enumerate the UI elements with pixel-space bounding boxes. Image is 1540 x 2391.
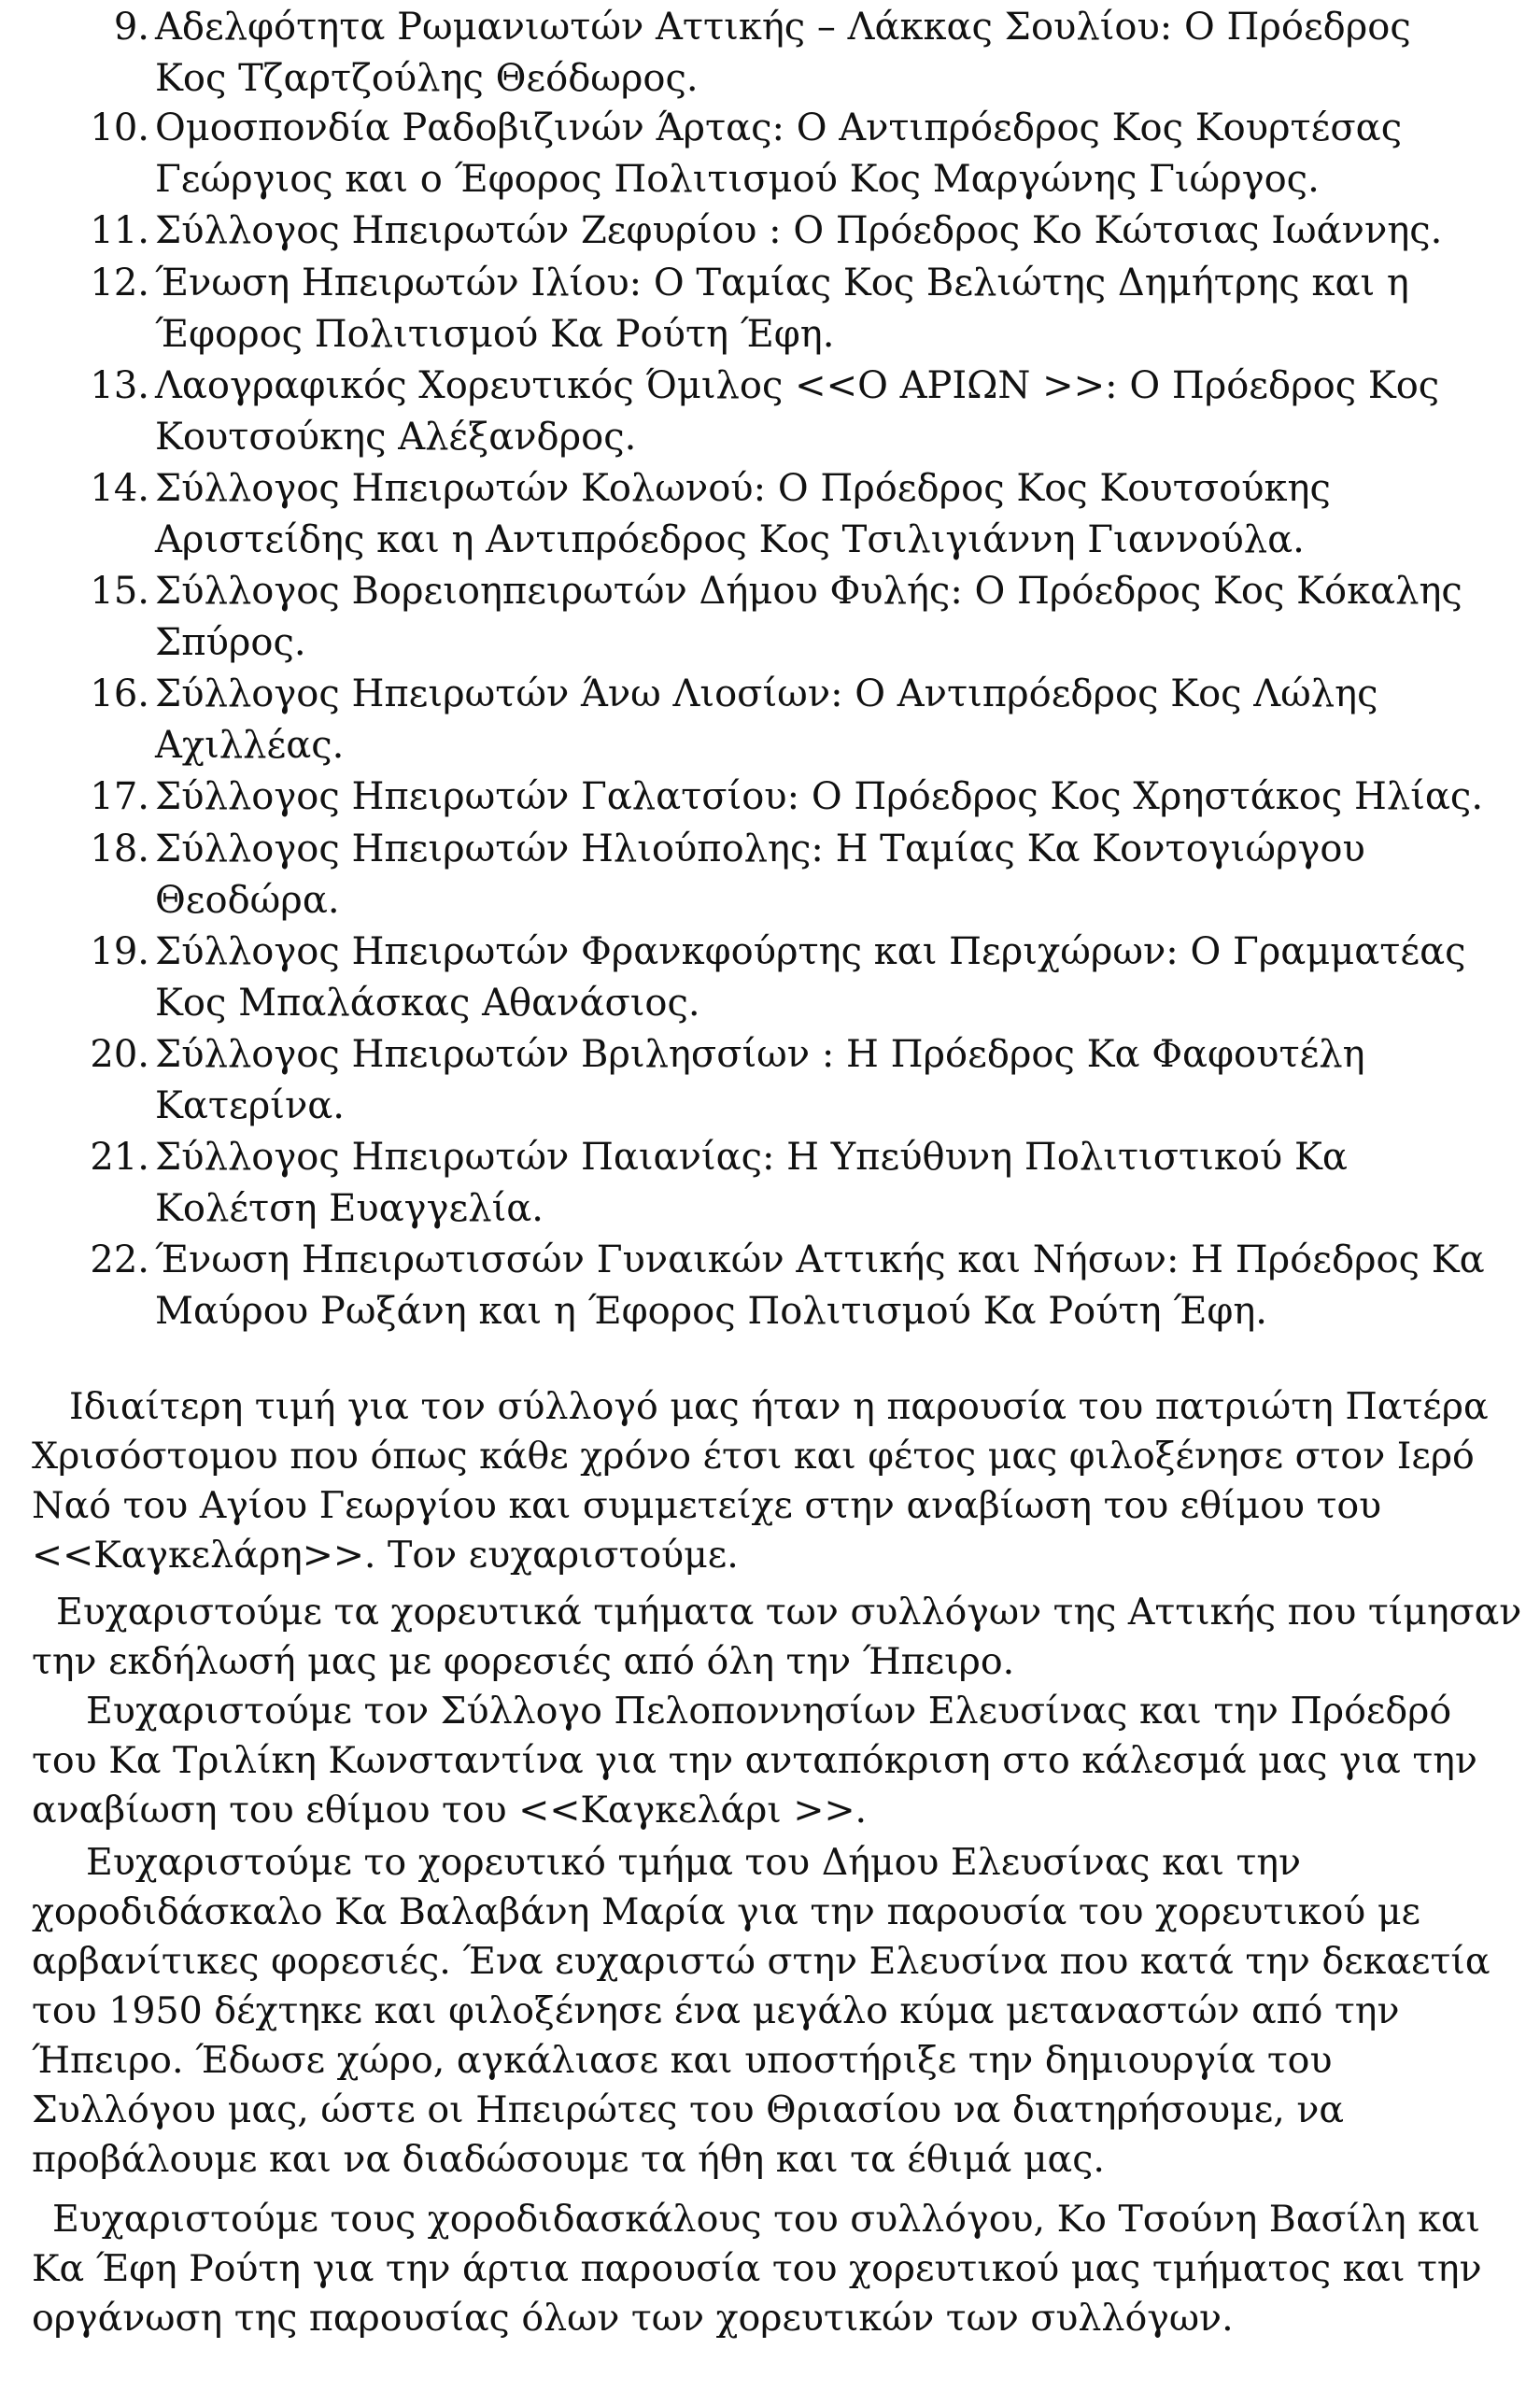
list-item-number: 10. [90, 106, 149, 149]
list-item [0, 1132, 1540, 1244]
list-item [0, 669, 1540, 781]
paragraph: Ευχαριστούμε τον Σύλλογο Πελοποννησίων Ελευσίνας και την Πρόεδρό του Κα Τριλίκη Κωνσταντίνα για την ανταπόκριση στο κάλεσμά μας για την αναβίωση του εθίμου του <<Καγκελάρι >>. [32, 1690, 1477, 1832]
list-item-text: Σύλλογος Βορειοηπειρωτών Δήμου Φυλής: Ο Πρόεδρος Κος Κόκαλης Σπύρος. [155, 570, 1462, 664]
list-item [0, 103, 1540, 215]
list-item-number: 22. [90, 1238, 149, 1281]
list-item-text: Σύλλογος Ηπειρωτών Παιανίας: Η Υπεύθυνη Πολιτιστικού Κα Κολέτση Ευαγγελία. [155, 1136, 1348, 1230]
list-item-number: 11. [90, 209, 149, 252]
list-item [0, 463, 1540, 575]
paragraph: Ευχαριστούμε τα χορευτικά τμήματα των συλλόγων της Αττικής που τίμησαν την εκδήλωσή μας με φορεσιές από όλη την Ήπειρο. [32, 1591, 1522, 1683]
list-item-number: 9. [113, 6, 149, 49]
paragraph: Ευχαριστούμε τους χοροδιδασκάλους του συλλόγου, Κο Τσούνη Βασίλη και Κα Έφη Ρούτη για την άρτια παρουσία του χορευτικού μας τμήματος και την οργάνωση της παρουσίας όλων των χορευτικών των συλλόγων. [32, 2198, 1482, 2340]
list-item [0, 2, 1540, 114]
list-item-number: 20. [90, 1033, 149, 1076]
list-item-text: Ένωση Ηπειρωτών Ιλίου: Ο Ταμίας Κος Βελιώτης Δημήτρης και η Έφορος Πολιτισμού Κα Ρούτη Έφη. [155, 262, 1409, 356]
paragraph: Ευχαριστούμε το χορευτικό τμήμα του Δήμου Ελευσίνας και την χοροδιδάσκαλο Κα Βαλαβάνη Μαρία για την παρουσία του χορευτικού με αρβανίτικες φορεσιές. Ένα ευχαριστώ στην Ελευσίνα που κατά την δεκαετία του 1950 δέχτηκε και φιλοξένησε ένα μεγάλο κύμα μεταναστών από την Ήπειρο. Έδωσε χώρο, αγκάλιασε και υποστήριξε την δημιουργία του Συλλόγου μας, ώστε οι Ηπειρώτες του Θριασίου να διατηρήσουμε, να προβάλουμε και να διαδώσουμε τα ήθη και τα έθιμά μας. [32, 1841, 1491, 2181]
list-item-number: 17. [90, 775, 149, 818]
paragraph: Ιδιαίτερη τιμή για τον σύλλογό μας ήταν η παρουσία του πατριώτη Πατέρα Χρισόστομου που όπως κάθε χρόνο έτσι και φέτος μας φιλοξένησε στον Ιερό Ναό του Αγίου Γεωργίου και συμμετείχε στην αναβίωση του εθίμου του <<Καγκελάρη>>. Τον ευχαριστούμε. [32, 1385, 1489, 1577]
list-item-text: Σύλλογος Ηπειρωτών Γαλατσίου: Ο Πρόεδρος Κος Χρηστάκος Ηλίας. [155, 775, 1484, 818]
list-item-number: 21. [90, 1136, 149, 1179]
list-item-number: 16. [90, 672, 149, 715]
list-item [0, 927, 1540, 1039]
list-item [0, 361, 1540, 473]
list-item-text: Σύλλογος Ηπειρωτών Βριλησσίων : Η Πρόεδρος Κα Φαφουτέλη Κατερίνα. [155, 1033, 1365, 1127]
list-item-number: 19. [90, 930, 149, 973]
list-item-text: Σύλλογος Ηπειρωτών Κολωνού: Ο Πρόεδρος Κος Κουτσούκης Αριστείδης και η Αντιπρόεδρος Κος Τσιλιγιάννη Γιαννούλα. [155, 467, 1331, 561]
list-item-text: Σύλλογος Ηπειρωτών Φρανκφούρτης και Περιχώρων: Ο Γραμματέας Κος Μπαλάσκας Αθανάσιος. [155, 930, 1466, 1025]
list-item-text: Σύλλογος Ηπειρωτών Ηλιούπολης: Η Ταμίας Κα Κοντογιώργου Θεοδώρα. [155, 828, 1365, 922]
list-item-text: Σύλλογος Ηπειρωτών Άνω Λιοσίων: Ο Αντιπρόεδρος Κος Λώλης Αχιλλέας. [155, 672, 1378, 767]
list-item [0, 566, 1540, 678]
list-item-text: Σύλλογος Ηπειρωτών Ζεφυρίου : Ο Πρόεδρος Κο Κώτσιας Ιωάννης. [155, 209, 1443, 252]
list-item [0, 824, 1540, 936]
list-item-number: 12. [90, 262, 149, 304]
list-item-text: Ομοσπονδία Ραδοβιζινών Άρτας: Ο Αντιπρόεδρος Κος Κουρτέσας Γεώργιος και ο Έφορος Πολιτισμού Κος Μαργώνης Γιώργος. [155, 106, 1403, 201]
list-item [0, 1235, 1540, 1347]
list-item-number: 13. [90, 364, 149, 407]
list-item-number: 18. [90, 828, 149, 870]
list-item-text: Λαογραφικός Χορευτικός Όμιλος <<Ο ΑΡΙΩΝ >>: Ο Πρόεδρος Κος Κουτσούκης Αλέξανδρος. [155, 364, 1440, 459]
list-item-text: Αδελφότητα Ρωμανιωτών Αττικής – Λάκκας Σουλίου: Ο Πρόεδρος Κος Τζαρτζούλης Θεόδωρος. [155, 6, 1411, 100]
list-item-number: 14. [90, 467, 149, 510]
list-item [0, 258, 1540, 370]
list-item [0, 1029, 1540, 1141]
list-item-text: Ένωση Ηπειρωτισσών Γυναικών Αττικής και Νήσων: Η Πρόεδρος Κα Μαύρου Ρωξάνη και η Έφορος Πολιτισμού Κα Ρούτη Έφη. [155, 1238, 1485, 1333]
list-item-number: 15. [90, 570, 149, 613]
